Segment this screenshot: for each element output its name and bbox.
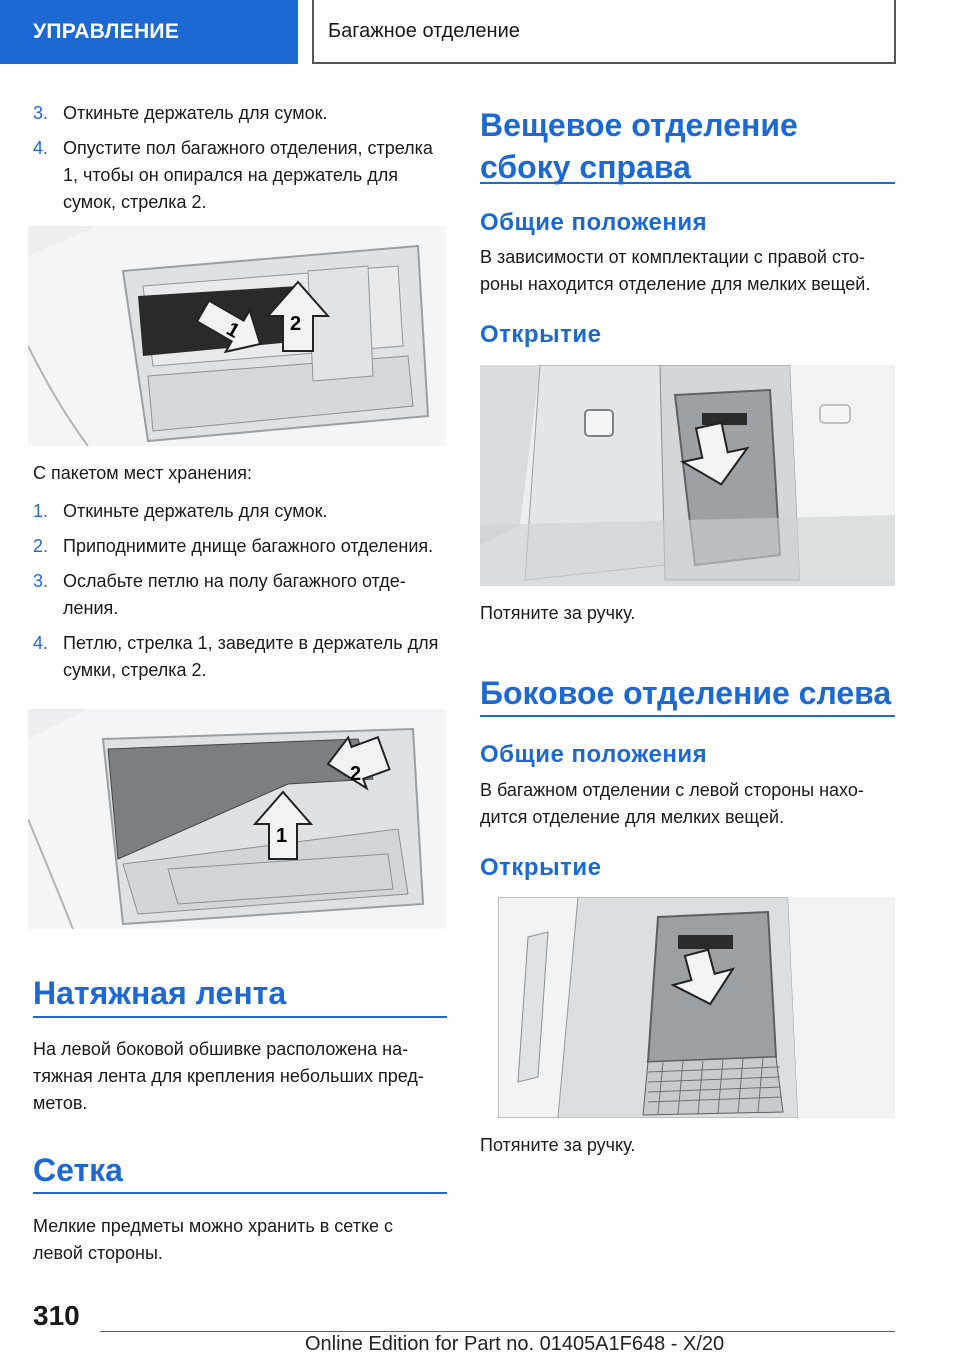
strap-title-rule bbox=[33, 1016, 447, 1018]
right-general-title: Общие положения bbox=[480, 209, 708, 236]
right-open-caption: Потяните за ручку. bbox=[480, 603, 636, 623]
footer-rule bbox=[100, 1331, 895, 1332]
list-item: 1. Откиньте держатель для сумок. bbox=[33, 501, 328, 521]
trunk-floor-drawing bbox=[28, 226, 446, 446]
left-open-title: Открытие bbox=[480, 854, 602, 881]
left-general-text: В багажном отделении с левой стороны находится отделение для мелких вещей. bbox=[480, 780, 864, 827]
list-item: 4. Петлю, стрелка 1, заведите в держатель для сумки, стрелка 2. bbox=[33, 633, 439, 680]
trunk-storage-illustration bbox=[28, 709, 446, 929]
left-general-title: Общие положения bbox=[480, 741, 708, 768]
trunk-storage-drawing bbox=[28, 709, 446, 929]
chapter-tab: УПРАВЛЕНИЕ bbox=[0, 0, 298, 64]
right-compartment-illustration bbox=[480, 365, 895, 586]
left-open-caption: Потяните за ручку. bbox=[480, 1135, 636, 1155]
right-compartment-title: Вещевое отделение сбоку справа bbox=[480, 107, 798, 185]
edition-footer: Online Edition for Part no. 01405A1F648 - X/20 bbox=[305, 1333, 725, 1355]
list-item: 4. Опустите пол багажного отделения, стрелка 1, чтобы он опирался на держатель для сумок, стрелка 2. bbox=[33, 138, 433, 212]
section-title: Багажное отделение bbox=[312, 0, 896, 64]
left-compartment-drawing bbox=[498, 897, 895, 1118]
arrow-label: 2 bbox=[290, 313, 302, 335]
list-item: 3. Ослабьте петлю на полу багажного отделения. bbox=[33, 571, 406, 618]
left-column bbox=[33, 100, 447, 1263]
arrow-label: 2 bbox=[350, 763, 362, 785]
net-text: Мелкие предметы можно хранить в сетке с левой стороны. bbox=[33, 1216, 394, 1263]
page-number: 310 bbox=[33, 1300, 80, 1331]
strap-text: На левой боковой обшивке расположена натяжная лента для крепления небольших предметов. bbox=[33, 1039, 424, 1113]
storage-intro: С пакетом мест хранения: bbox=[33, 463, 253, 483]
right-open-title: Открытие bbox=[480, 321, 602, 348]
net-title: Сетка bbox=[33, 1152, 123, 1188]
left-compartment-rule bbox=[480, 715, 895, 717]
storage-steps-list bbox=[33, 498, 447, 692]
right-compartment-drawing bbox=[480, 365, 895, 586]
right-compartment-rule bbox=[480, 182, 895, 184]
right-general-text: В зависимости от комплектации с правой стороны находится отделение для мелких вещей. bbox=[480, 247, 871, 294]
left-compartment-title: Боковое отделение слева bbox=[480, 675, 892, 711]
top-steps-list bbox=[33, 100, 447, 216]
trunk-floor-illustration bbox=[28, 226, 446, 446]
net-title-rule bbox=[33, 1192, 447, 1194]
arrow-label: 1 bbox=[222, 318, 244, 343]
left-compartment-illustration bbox=[498, 897, 895, 1118]
list-item: 2. Приподнимите днище багажного отделения. bbox=[33, 536, 434, 556]
arrow-label: 1 bbox=[276, 825, 288, 847]
list-item: 3. Откиньте держатель для сумок. bbox=[33, 103, 328, 123]
strap-title: Натяжная лента bbox=[33, 975, 287, 1011]
